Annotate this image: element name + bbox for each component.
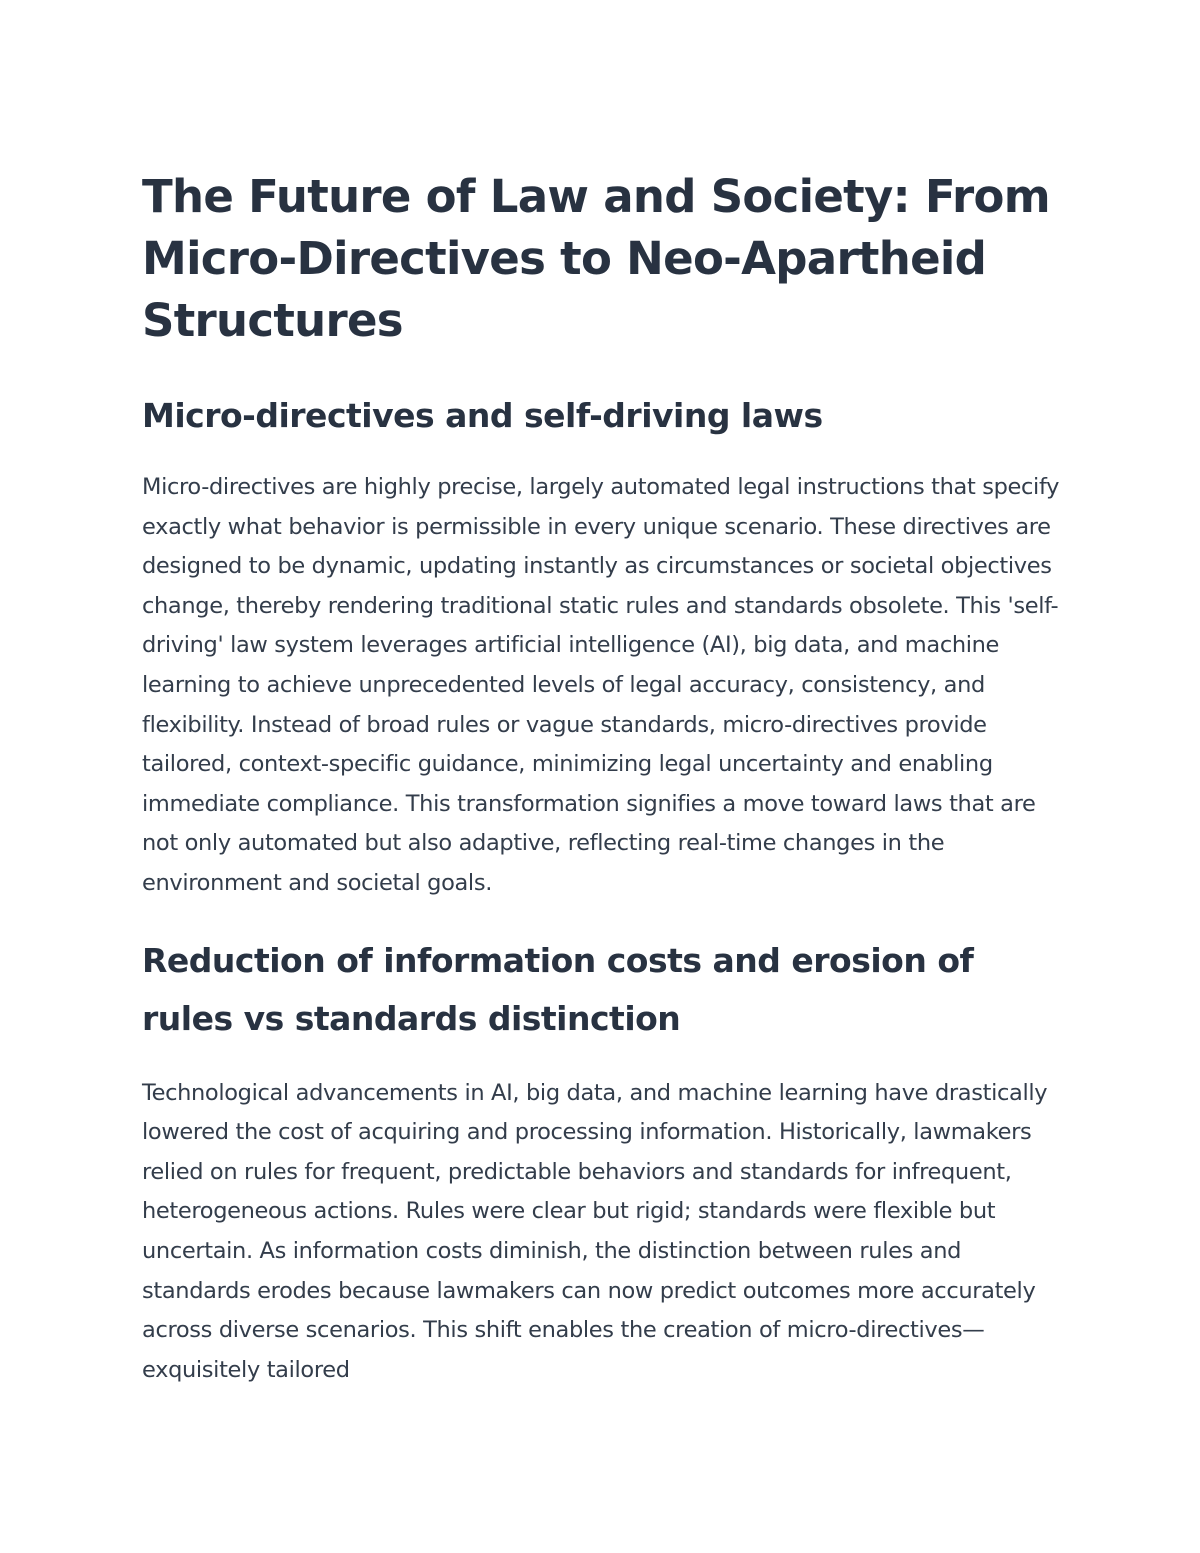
document-page [142,166,1062,1390]
section-heading-information-costs: Reduction of information costs and erosion of rules vs standards distinction [142,940,974,1038]
document-title: The Future of Law and Society: From Micro-Directives to Neo-Apartheid Structures [142,170,1050,347]
section-body-micro-directives: Micro-directives are highly precise, largely automated legal instructions that specify exactly what behavior is permissible in every unique scenario. These directives are designed to be dynamic, updating instantly as circumstances or societal objectives change, thereby rendering traditional static rules and standards obsolete. This 'self-driving' law system leverages artificial intelligence (AI), big data, and machine learning to achieve unprecedented levels of legal accuracy, consistency, and flexibility. Instead of broad rules or vague standards, micro-directives provide tailored, context-specific guidance, minimizing legal uncertainty and enabling immediate compliance. This transformation signifies a move toward laws that are not only automated but also adaptive, reflecting real-time changes in the environment and societal goals. [142,474,1060,896]
section-body-information-costs: Technological advancements in AI, big data, and machine learning have drastically lowered the cost of acquiring and processing information. Historically, lawmakers relied on rules for frequent, predictable behaviors and standards for infrequent, heterogeneous actions. Rules were clear but rigid; standards were flexible but uncertain. As information costs diminish, the distinction between rules and standards erodes because lawmakers can now predict outcomes more accurately across diverse scenarios. This shift enables the creation of micro-directives—exquisitely tailored [142,1079,1048,1383]
section-heading-micro-directives: Micro-directives and self-driving laws [142,396,823,435]
